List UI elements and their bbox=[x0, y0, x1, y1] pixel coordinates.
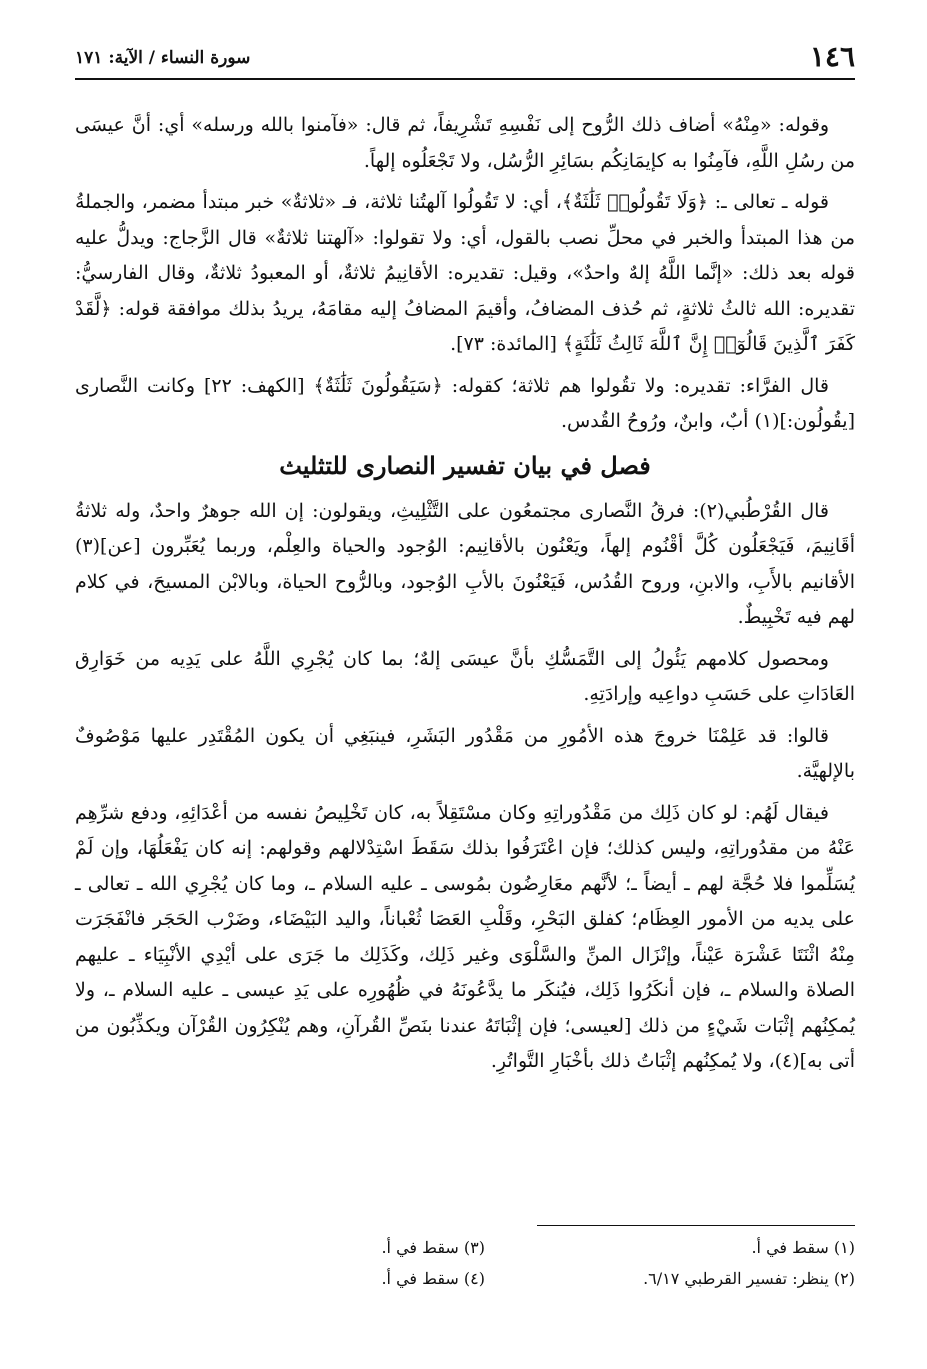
paragraph: فيقال لَهُم: لو كان ذَلِك من مَقْدُوراتِهِ وكان مسْتَقِلاً به، كان تَخْلِيصُ نفسه من أعْدَائِهِ، ودفع شرِّهِم عَنْهُ من مقدُوراتِهِ، وليس كذلك؛ فإن اعْتَرَفُوا بذلك سَقَطَ اسْتِدْلالهم وقولهم: إنه كان يَفْعَلُهَا، وإن لَمْ يُسَلِّموا فلا حُجَّة لهم ـ أيضاً ـ؛ لأنَّهم معَارِضُون بمُوسى ـ عليه السلام ـ، وما كان يُجْرِي الله ـ تعالى ـ على يديه من الأمور العِظَام؛ كفلق البَحْرِ، وقَلْبِ العَصَا ثُعْباناً، واليد البَيْضَاء، وضَرْب الحَجَر فانْفَجَرَت مِنْهُ اثْنَتَا عَشْرَة عَيْناً، وإنْزَال المنِّ والسَّلْوَى وغير ذَلِك، وكَذَلِك ما جَرَى على أيْدِي الأنْبِيَاء ـ عليهم الصلاة والسلام ـ، فإن أنكَرُوا ذَلِك، فيُنكَر ما يدَّعُونَهُ في ظُهُورِه على يَدِ عيسى ـ عليه السلام ـ، ولا يُمكِنُهم إثْبَات شَيْءٍ من ذلك [لعيسى؛ فإن إثْبَاتَهُ عندنا بنَصِّ القُرآنِ، وهم يُنْكِرُون القُرْآن ويكذِّبُون من أتى به](٤)، ولا يُمكِنُهم إثْبَاتُ ذلك بأخْبَارِ التَّواتُرِ. bbox=[75, 801, 856, 1072]
page-header bbox=[75, 38, 855, 80]
paragraph: ومحصول كلامهم يَئُولُ إلى التَّمَسُّكِ بأنَّ عيسَى إلهٌ؛ بما كان يُجْرِي اللَّهُ على يَدِيه من خَوَارِق العَادَاتِ على حَسَبِ دواعِيه وإرادَتِهِ. bbox=[75, 647, 855, 705]
footnote-1: (١) سقط في أ. bbox=[751, 1238, 855, 1257]
paragraph: قال الفرَّاء: تقديره: ولا تقُولوا هم ثلاثة؛ كقوله: ﴿سَيَقُولُونَ ثَلَٰثَةٌ﴾ [الكهف: ٢٢] وكانت النَّصارى [يقُولُون:](١) أبٌ، وابنٌ، ورُوحُ القُدس. bbox=[75, 374, 855, 432]
footnote-3: (٣) سقط في أ. bbox=[381, 1238, 485, 1257]
page-number: ١٤٦ bbox=[809, 40, 855, 73]
footnote-2: (٢) ينظر: تفسير القرطبي ٦/١٧. bbox=[643, 1269, 855, 1288]
paragraph: قوله ـ تعالى ـ: ﴿وَلَا تَقُولُوا۟ ثَلَٰثَةٌ﴾، أي: لا تَقُولُوا آلهتُنا ثلاثة، فـ «ثلاثةٌ» خبر مبتدأ مضمر، والجملةُ من هذا المبتدأ والخبر في محلِّ نصب بالقول، أي: ولا تقولوا: «آلهتنا ثلاثةٌ» قال الزَّجاج: ويدلُّ عليه قوله بعد ذلك: «إنَّما اللَّهُ إلهٌ واحدٌ»، وقيل: تقديره: الأقانِيمُ ثلاثةٌ، أو المعبودُ ثلاثةٌ، وقال الفارسيُّ: تقديره: الله ثالثُ ثلاثةٍ، ثم حُذف المضافُ، وأقيمَ المضافُ إليه مقامَهُ، يريدُ بذلك موافقة قوله: ﴿لَّقَدْ كَفَرَ ٱلَّذِينَ قَالُوٓا۟ إِنَّ ٱللَّهَ ثَالِثُ ثَلَٰثَةٍ﴾ [المائدة: ٧٣]. bbox=[75, 191, 855, 355]
main-text bbox=[75, 108, 855, 1086]
paragraph: قالوا: قد عَلِمْنَا خروجَ هذه الأمُورِ من مَقْدُور البَشَرِ، فينبَغِي أن يكون المُقْتَدِر عليها مَوْصُوفٌ بالإلهيَّة. bbox=[75, 724, 855, 782]
running-title: سورة النساء / الآية: ١٧١ bbox=[75, 48, 251, 68]
paragraph: قال القُرْطُبي(٢): فرقُ النَّصارى مجتمعُون على التَّثْلِيثِ، ويقولون: إن الله جوهرٌ واحدٌ، وله ثلاثةُ أقَانِيمَ، فَيَجْعَلُون كُلَّ أقْنُوم إلهاً، ويَعْنُون بالأقانِيم: الوُجود والحياة والعِلْم، وربما يُعَبِّرون [عن](٣) الأقانيم بالأَبِ، والابنِ، وروح القُدُس، فَيَعْنُونَ بالأبِ الوُجود، وبالرُّوح الحياة، وبالابْن المسيحَ، في كلام لهم فيه تَخْبِيطٌ. bbox=[75, 499, 855, 628]
section-heading: فصل في بيان تفسير النصارى للتثليث bbox=[279, 450, 651, 480]
paragraph: وقوله: «مِنْهُ» أضاف ذلك الرُّوح إلى نَفْسِهِ تَشْرِيفاً، ثم قال: «فآمنوا بالله ورسله» أي: أنَّ عيسَى من رسُلِ اللَّهِ، فآمِنُوا به كإيمَانِكُم بسَائِرِ الرُّسُل، ولا تَجْعَلُوه إلهاً. bbox=[75, 114, 855, 172]
footnote-4: (٤) سقط في أ. bbox=[381, 1269, 485, 1288]
footnote-divider bbox=[537, 1225, 855, 1226]
footnotes bbox=[75, 1238, 855, 1308]
